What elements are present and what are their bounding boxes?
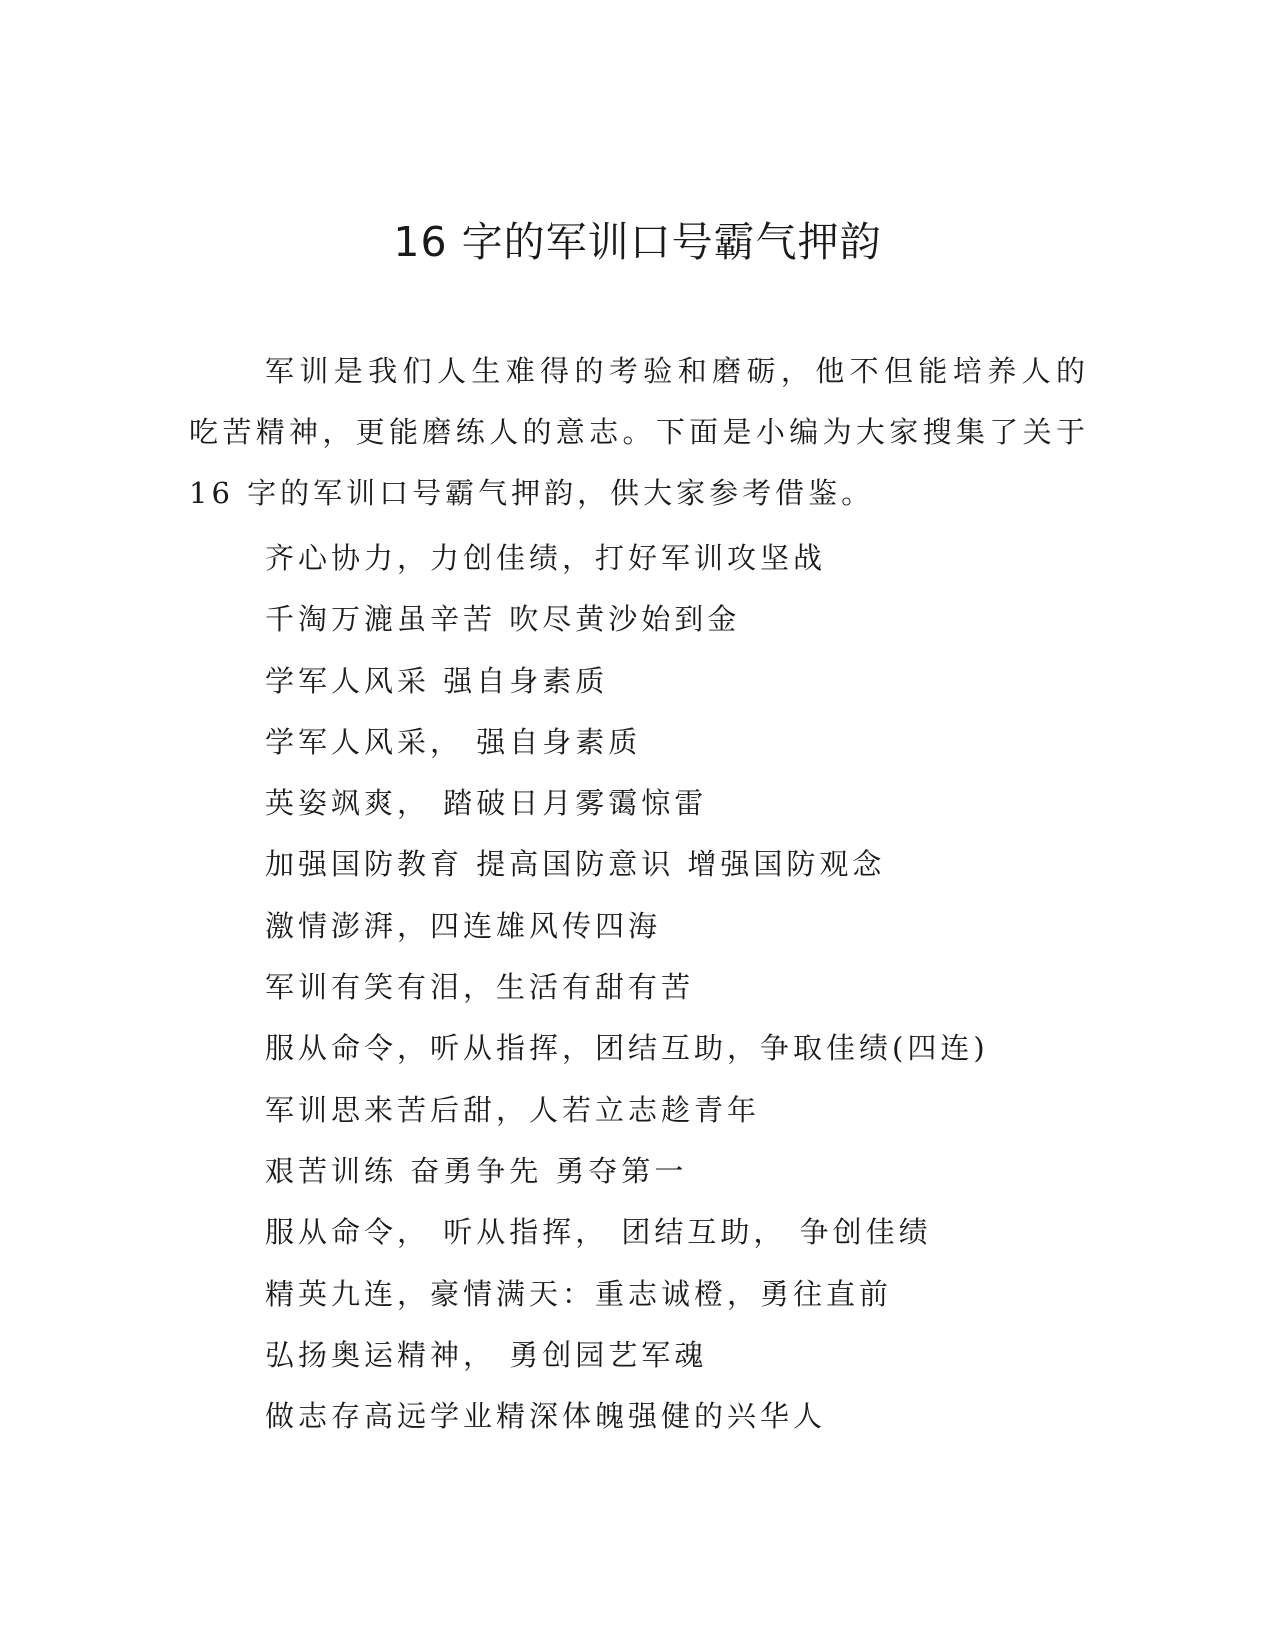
slogan-line: 服从命令，听从指挥，团结互助，争取佳绩(四连) (265, 1031, 989, 1066)
page-title: 16 字的军训口号霸气押韵 (393, 218, 882, 266)
slogan-line: 齐心协力，力创佳绩，打好军训攻坚战 (265, 541, 827, 575)
slogan-line: 艰苦训练 奋勇争先 勇夺第一 (265, 1153, 688, 1188)
slogan-line: 做志存高远学业精深体魄强健的兴华人 (265, 1399, 827, 1434)
slogan-line: 学军人风采， 强自身素质 (265, 724, 642, 759)
slogan-line: 激情澎湃，四连雄风传四海 (265, 908, 662, 943)
slogan-line: 弘扬奥运精神， 勇创园艺军魂 (265, 1337, 708, 1372)
slogan-line: 服从命令， 听从指挥， 团结互助， 争创佳绩 (265, 1215, 932, 1250)
slogan-line: 英姿飒爽， 踏破日月雾霭惊雷 (265, 786, 708, 821)
slogan-line: 军训有笑有泪，生活有甜有苦 (265, 970, 695, 1005)
slogan-list (265, 528, 989, 1447)
intro-paragraph: 军训是我们人生难得的考验和磨砺，他不但能培养人的吃苦精神，更能磨练人的意志。下面是小编为大家搜集了关于 16 字的军训口号霸气押韵，供大家参考借鉴。 (189, 354, 1089, 510)
slogan-line: 学军人风采 强自身素质 (265, 663, 609, 698)
slogan-line: 军训思来苦后甜，人若立志趁青年 (265, 1092, 761, 1127)
slogan-line: 千淘万漉虽辛苦 吹尽黄沙始到金 (265, 602, 741, 637)
slogan-line: 加强国防教育 提高国防意识 增强国防观念 (265, 847, 886, 882)
slogan-line: 精英九连，豪情满天：重志诚橙，勇往直前 (265, 1276, 893, 1311)
